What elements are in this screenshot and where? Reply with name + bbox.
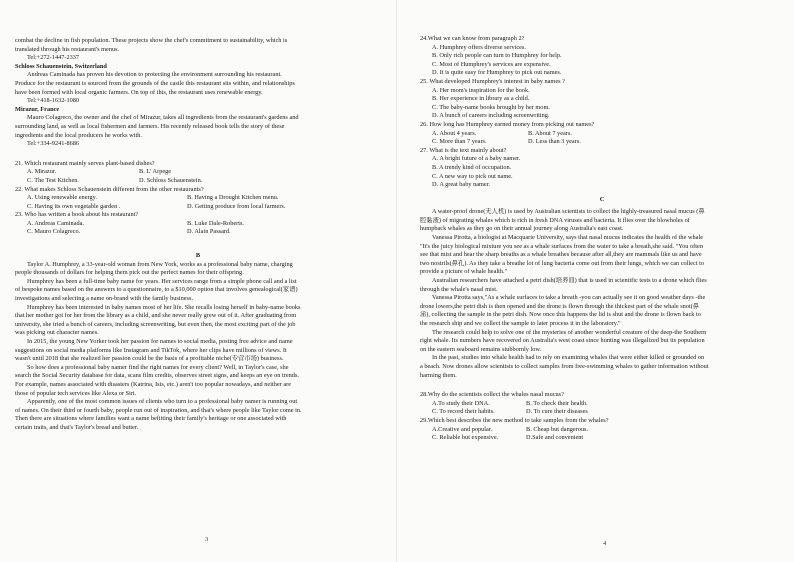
intro-line-2: translated through his restaurant's menus. — [15, 45, 120, 53]
passage-line: In the past, studies into whale health had to rely on examining whales that were either killed or grounded on — [432, 354, 705, 362]
passage-line: that her mother got for her from the library as a child, and she never really grew out of it. After graduating from — [15, 312, 297, 320]
restaurant-2-line-3: have been formed with local organic farmers. On top of this, the restaurant uses renewable energy. — [15, 88, 263, 96]
passage-line: of bespoke names based on the answers to a questionnaire, to a $10,000 option that involves genealogical(家谱) — [15, 286, 298, 294]
q23-stem: 23. Who has written a book about his restaurant? — [15, 211, 139, 219]
tel-3: Tel:+334-9241-8686 — [27, 140, 80, 148]
q26-option-d: D. Less than 3 years. — [528, 138, 581, 146]
passage-line: Vanessa Pirotta says,"As a whale surfaces to take a breath -you can actually see it on good weather days -the — [432, 294, 706, 302]
q23-options-ab — [15, 220, 381, 229]
q29-option-d: D.Safe and convenient — [526, 434, 584, 442]
q26-options-ab — [420, 130, 784, 139]
page-fold — [396, 0, 397, 562]
passage-line: people thousands of dollars for helping them pick out the perfect names for their offspring. — [15, 269, 244, 277]
restaurant-2-line-1: Andreas Caminada has proven his devotion to protecting the environment surrounding his restaurant. — [27, 71, 282, 79]
passage-line: was picking out character names. — [15, 329, 99, 337]
passage-line: right whale. Its numbers have recovered on Australia's west coast since hunting was illegalized but its population — [420, 337, 705, 345]
tel-1: Tel:+272-1447-2337 — [27, 54, 80, 62]
q27-option-a: A. A bright future of a baby namer. — [432, 155, 521, 163]
q22-option-c: C. Having its own vegetable garden . — [27, 202, 121, 210]
q29-option-a: A.Creative and popular. — [432, 425, 493, 433]
intro-line-1: combat the decline in fish population. These projects show the chef's commitment to sustainability, which is — [15, 37, 288, 44]
q28-option-b: B. To check their health. — [526, 399, 588, 407]
q22-options-cd — [15, 203, 381, 212]
q27-stem: 27. What is the text mainly about? — [420, 146, 507, 154]
restaurant-3-line-1: Mauro Colagreco, the owner and the chef of Mirazur, takes all ingredients from the restaurant's gardens and — [27, 114, 299, 122]
q23-option-a: A. Andreas Caminada. — [27, 219, 85, 227]
passage-line: A water-proof drone(无人机) is used by Australian scientists to collect the highly-treasured nasal mucus (鼻 — [432, 208, 705, 216]
passage-line: those of popular tech services like Alexa or Siri. — [15, 389, 137, 397]
q28-option-c: C. To record their habits. — [432, 408, 495, 416]
q25-option-a: A. Her mom's inspiration for the book. — [432, 86, 530, 94]
passage-line: suggestions on social media platforms like Instagram and TikTok, where her clips have millions of views. It — [15, 346, 287, 354]
restaurant-3-line-3: ingredients and the local producers he works with. — [15, 131, 142, 139]
q26-options-cd — [420, 138, 784, 147]
passage-line: Australian researchers have attached a petri dish(培养皿) that is used in scientific tests to a drone which flies — [432, 277, 707, 285]
passage-line: certain traits, and that's Taylor's bread and butter. — [15, 423, 139, 431]
q21-option-d: D. Schloss Schauenstein. — [139, 176, 203, 184]
q22-option-b: B. Having a Drought Kitchen menu. — [187, 194, 279, 202]
passage-line: drone lowers,the petri dish is then opened and the drone is flown through the thickest part of the whale snot(鼻 — [420, 302, 700, 310]
passage-line: the research ship and we collect the sample to later process it in the laboratory." — [420, 320, 621, 327]
passage-line: two nostrils(鼻孔). As they take a breathe lot of lung bacteria come out from their lungs, which we can collect to — [420, 259, 704, 267]
passage-c — [420, 208, 784, 380]
passage-line: Humphrey has been a full-time baby name for years. Her services range from a simple phone call and a list — [27, 277, 297, 285]
q28-options-ab — [420, 400, 784, 409]
restaurant-3-line-2: surrounding land, as well as local fishermen and farmers. His recently released book tells the story of these — [15, 122, 285, 130]
passage-line: see that mist and hear the sharp breaths as a whale breathes because after all,they are mammals like us and have — [420, 251, 702, 259]
passage-line: "It's the juicy biological mixture you see as a whale surfaces from the water to take a breath,she said. "You often — [420, 242, 703, 250]
q29-options-ab — [420, 426, 784, 435]
q23-option-c: C. Mauro Colagreco. — [27, 228, 81, 236]
section-c-heading: C — [599, 195, 605, 203]
q29-stem: 29.Which best describes the new method to take samples from the whales? — [420, 416, 609, 424]
q22-option-d: D. Getting produce from local farmers. — [187, 202, 286, 210]
passage-line: Taylor A. Humphrey, a 33-year-old woman from New York, works as a professional baby name, charging — [27, 260, 293, 268]
q29-option-c: C. Reliable but expensive. — [432, 434, 499, 442]
passage-b — [15, 261, 381, 433]
q26-option-a: A. About 4 years. — [432, 129, 477, 137]
page-number-left: 3 — [205, 536, 209, 543]
q21-options-ab — [15, 168, 381, 177]
passage-line: harming them. — [420, 371, 457, 379]
q29-options-cd — [420, 434, 784, 443]
passage-line: So how does a professional baby namer find the right names for every client? Well, in Taylor's case, she — [27, 363, 289, 371]
passage-line: a beach. Now drones allow scientists to collect samples from free-swimming whales to gather information without — [420, 362, 709, 370]
page-number-right: 4 — [603, 540, 607, 547]
restaurant-2-name: Schloss Schauenstein, Switzerland — [15, 62, 107, 70]
q27-option-b: B. A trendy kind of occupation. — [432, 163, 512, 171]
passage-line: In 2015, the young New Yorker took her passion for names to social media, posting free advice and name — [27, 338, 293, 345]
q23-option-d: D. Alain Passard. — [187, 228, 231, 236]
passage-line: investigations and selecting a name on-brand with the family business. — [15, 295, 194, 303]
section-b-heading: B — [195, 252, 201, 260]
right-page — [420, 0, 784, 562]
q24-option-a: A. Humphrey offers diverse services. — [432, 43, 526, 51]
passage-line: wasn't until 2018 that she realized her passion could be the basis of a profitable niche(专营市场) business. — [15, 355, 284, 363]
passage-line: university, she tried a bunch of careers, including screenwriting, but even then, the most exciting part of the job — [15, 320, 296, 328]
q24-option-c: C. Most of Humphrey's services are expensive. — [432, 60, 551, 68]
passage-line: provide a picture of whale health." — [420, 268, 508, 276]
restaurant-2-line-2: Produce for the restaurant is sourced from the grounds of the castle this restaurant sits within, and relationships — [15, 79, 295, 87]
q25-stem: 25. What developed Humphrey's interest in baby names ? — [420, 77, 565, 85]
q29-option-b: B. Cheap but dangerous. — [526, 425, 589, 433]
q24-option-b: B. Only rich people can turn to Humphrey for help. — [432, 52, 562, 60]
q22-option-a: A. Using renewable energy. — [27, 194, 97, 202]
restaurant-3-name: Mirazur, France — [15, 105, 60, 113]
q25-option-b: B. Her experience in library as a child. — [432, 95, 530, 103]
q22-stem: 22. What makes Schloss Schauenstein different from the other restaurants? — [15, 185, 204, 193]
q24-stem: 24.What we can know from paragraph 2? — [420, 35, 525, 42]
passage-line: Humphrey has been interested in baby names most of her life. She recalls losing herself in baby-name books — [27, 303, 301, 311]
passage-line: humpback whales as they go on their annual journey along Australia's east coast. — [420, 225, 624, 233]
left-page — [15, 0, 381, 562]
passage-line: through the whale's nasal mist. — [420, 285, 498, 293]
q21-option-b: B. L' Arpege — [139, 168, 172, 176]
q23-options-cd — [15, 228, 381, 237]
q21-stem: 21. Which restaurant mainly serves plant-based dishes? — [15, 159, 155, 167]
passage-line: 涕), collecting the sample in the petri dish. Now once this happens the lid is shut and the drone is flown back to — [420, 311, 701, 319]
passage-line: Vanessa Pirotta, a biologist at Macquarie University, says that nasal mucus indicates the health of the whale — [432, 234, 703, 242]
q21-option-c: C. The Test Kitchen. — [27, 176, 79, 184]
passage-line: For example, names associated with disasters (Katrina, Isis, etc.) aren't too popular nowadays, and neither are — [15, 380, 292, 388]
q26-option-b: B. About 7 years. — [528, 129, 572, 137]
passage-line: The research could help to solve one of the mysteries of another wonderful creature of the deep-the Southern — [432, 328, 707, 336]
passage-line: Apparently, one of the most common issues of clients who turn to a professional baby namer is running out — [27, 398, 298, 406]
q28-option-d: D. To cure their diseases — [526, 408, 588, 416]
passage-line: 腔黏液) of migrating whales which is rich in fresh DNA viruses and bacteria. It flies over the blowholes of — [420, 216, 690, 224]
q27-option-c: C. A new way to pick out name. — [432, 172, 513, 180]
q25-option-d: D. A bunch of careers including screenwriting. — [432, 112, 550, 120]
q26-stem: 26. How long has Humphrey earned money from picking out names? — [420, 120, 595, 128]
q21-options-cd — [15, 177, 381, 186]
q27-option-d: D. A great baby namer. — [432, 181, 491, 189]
q28-options-cd — [420, 408, 784, 417]
q28-option-a: A.To study their DNA. — [432, 399, 490, 407]
q22-options-ab — [15, 194, 381, 203]
q28-stem: 28.Why do the scientists collect the whales nasal mucus? — [420, 391, 564, 399]
q23-option-b: B. Luke Dale-Roberts. — [187, 219, 245, 227]
passage-line: Then there are situations where families want a name befitting their family's heritage or one associated with — [15, 415, 287, 423]
passage-line: of names. On their third or fourth baby, people run out of inspiration, and that's where people like Taylor come in. — [15, 406, 302, 414]
q26-option-c: C. More than 7 years. — [432, 138, 487, 146]
tel-2: Tel:+418-1632-1080 — [27, 97, 80, 105]
q21-option-a: A. Mirazur. — [27, 168, 57, 176]
passage-line: search the Social Security database for data, scans film credits, observes street signs, and keeps an eye on trends. — [15, 372, 299, 380]
q25-option-c: C. The baby-name books brought by her mom. — [432, 103, 550, 111]
q24-option-d: D. It is quite easy for Humphrey to pick out names. — [432, 69, 562, 77]
passage-line: on the eastern seaboard remains stubbornly low. — [420, 345, 542, 353]
